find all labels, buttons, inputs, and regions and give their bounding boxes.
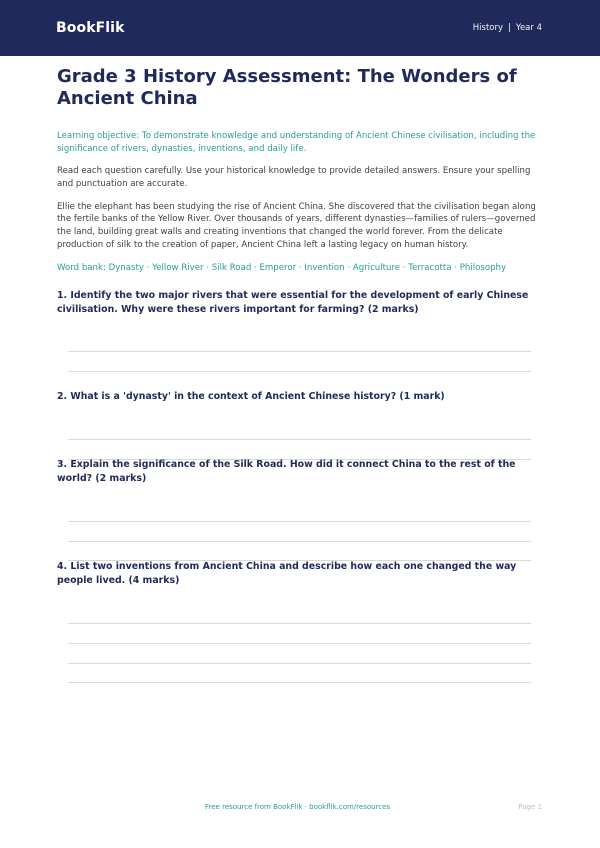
- answer-line[interactable]: [68, 439, 531, 440]
- learning-objective: Learning objective: To demonstrate knowledge and understanding of Ancient Chinese civilisation, including the significance of rivers, dynasties, inventions, and daily life.: [57, 131, 536, 154]
- meta-separator: |: [508, 23, 511, 33]
- answer-line[interactable]: [68, 541, 531, 542]
- header-meta: [473, 23, 542, 33]
- subject-label: History: [472, 23, 504, 33]
- page-title: Grade 3 History Assessment: The Wonders of Ancient China: [57, 66, 517, 109]
- year-label: Year 4: [515, 23, 542, 33]
- question-text: 1. Identify the two major rivers that were essential for the development of early Chinese civilisation. Why were these rivers important for farming? (2 marks): [57, 290, 529, 315]
- worksheet-intro: [57, 66, 543, 274]
- question-text: 4. List two inventions from Ancient China and describe how each one changed the way people lived. (4 marks): [57, 561, 517, 586]
- brand-logo[interactable]: BookFlik: [56, 20, 125, 36]
- question-1: [57, 289, 532, 316]
- question-text: 2. What is a 'dynasty' in the context of Ancient Chinese history? (1 mark): [57, 391, 445, 402]
- answer-line[interactable]: [68, 521, 531, 522]
- question-3: [57, 458, 532, 485]
- question-text: 3. Explain the significance of the Silk Road. How did it connect China to the rest of the world? (2 marks): [57, 459, 516, 484]
- page-header: [0, 0, 600, 56]
- answer-line[interactable]: [68, 682, 531, 683]
- answer-line[interactable]: [68, 623, 531, 624]
- answer-line[interactable]: [68, 351, 531, 352]
- question-4: [57, 560, 532, 587]
- answer-line[interactable]: [68, 371, 531, 372]
- question-2: [57, 390, 532, 404]
- footer-link[interactable]: Free resource from BookFlik · bookflik.com/resources: [205, 803, 391, 811]
- reading-passage: Ellie the elephant has been studying the rise of Ancient China. She discovered that the civilisation began along the fertile banks of the Yellow River. Over thousands of years, different dynasties—families of rulers—governed the land, building great walls and creating inventions that changed the world forever. From the delicate production of silk to the creation of paper, Ancient China left a lasting legacy on human history.: [57, 201, 536, 250]
- answer-line[interactable]: [68, 643, 531, 644]
- word-bank: Word bank: Dynasty · Yellow River · Silk Road · Emperor · Invention · Agriculture · Terracotta · Philosophy: [57, 262, 507, 273]
- answer-line[interactable]: [68, 663, 531, 664]
- page-number: Page 1: [518, 803, 542, 811]
- instructions-text: Read each question carefully. Use your historical knowledge to provide detailed answers. Ensure your spelling and punctuation are accurate.: [57, 166, 531, 189]
